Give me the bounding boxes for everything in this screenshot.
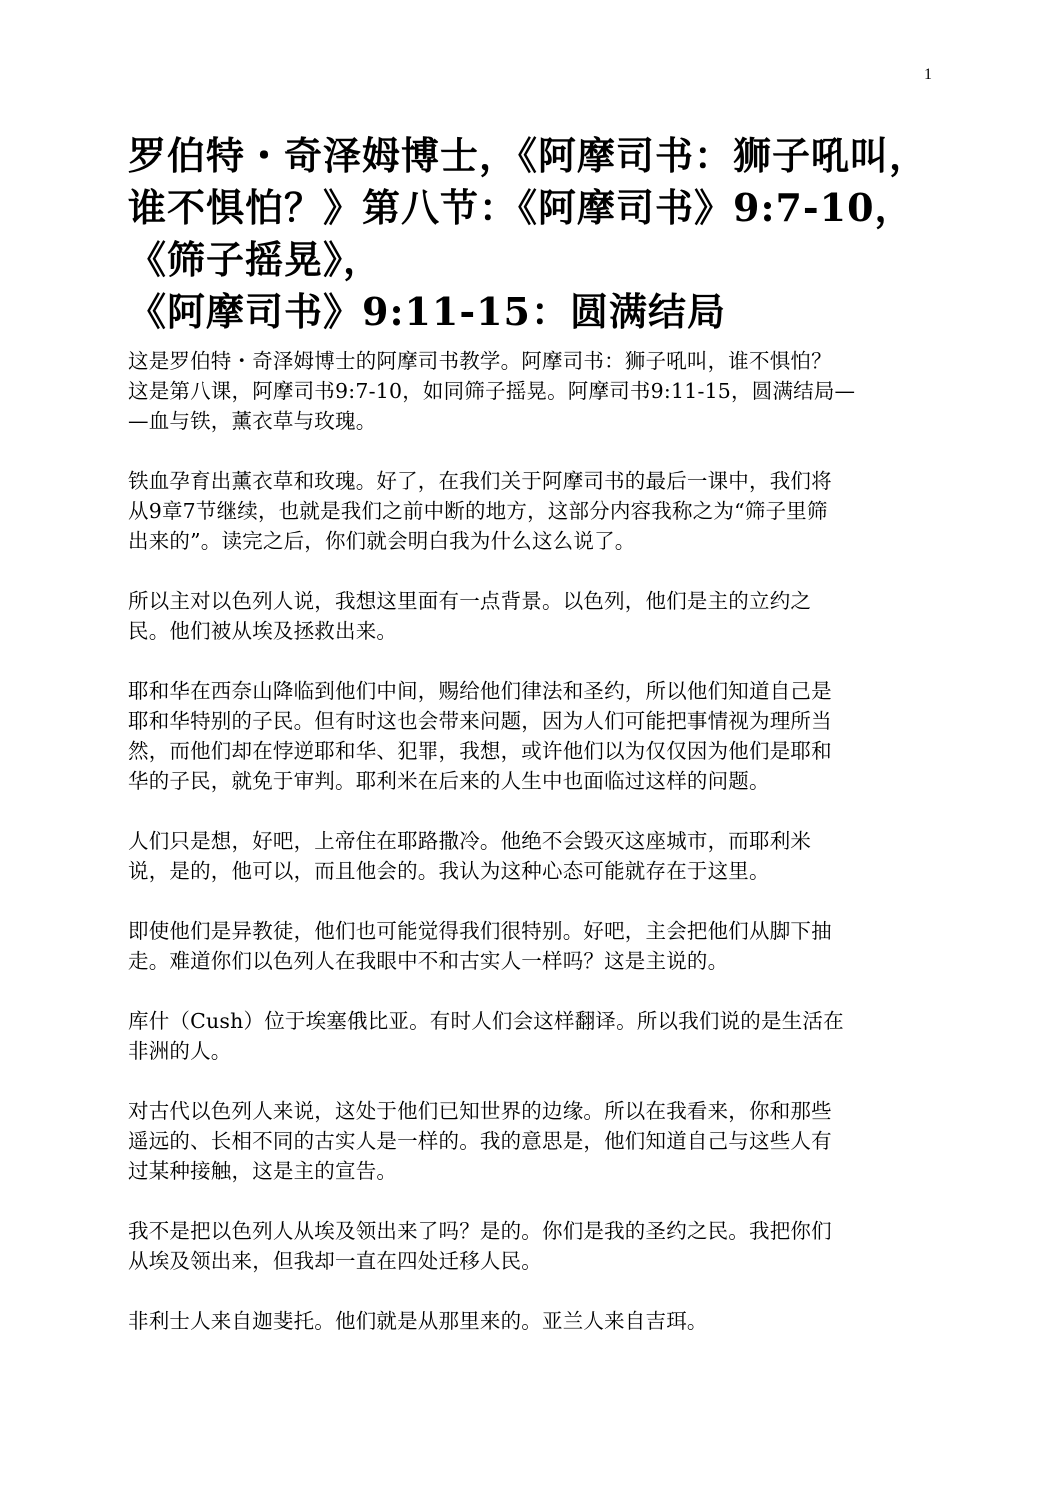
paragraph [128,586,928,646]
title-line: 罗伯特・奇泽姆博士，《阿摩司书：狮子吼叫， [128,133,929,178]
text-line: 说，是的，他可以，而且他会的。我认为这种心态可能就存在于这里。 [128,859,770,883]
paragraph [128,1096,928,1186]
text-line: 走。难道你们以色列人在我眼中不和古实人一样吗？这是主说的。 [128,949,729,973]
text-line: 民。他们被从埃及拯救出来。 [128,619,398,643]
text-line: 这是第八课，阿摩司书9:7-10，如同筛子摇晃。阿摩司书9:11-15，圆满结局— [128,379,856,403]
text-line: —血与铁，薰衣草与玫瑰。 [128,409,377,433]
paragraph [128,676,928,796]
text-line: 对古代以色列人来说，这处于他们已知世界的边缘。所以在我看来，你和那些 [128,1099,832,1123]
text-line: 出来的”。读完之后，你们就会明白我为什么这么说了。 [128,529,636,553]
title-line: 《筛子摇晃》， [128,237,383,282]
title-line: 谁不惧怕？》第八节：《阿摩司书》9:7-10， [128,185,914,230]
text-line: 从埃及领出来，但我却一直在四处迁移人民。 [128,1249,542,1273]
document-title [128,130,928,338]
page-number: 1 [924,66,932,83]
text-line: 非洲的人。 [128,1039,232,1063]
text-line: 所以主对以色列人说，我想这里面有一点背景。以色列，他们是主的立约之 [128,589,812,613]
title-line: 《阿摩司书》9:11-15：圆满结局 [128,289,727,334]
text-line: 铁血孕育出薰衣草和玫瑰。好了，在我们关于阿摩司书的最后一课中，我们将 [128,469,832,493]
paragraph [128,826,928,886]
paragraph [128,916,928,976]
paragraph [128,466,928,556]
text-line: 库什（Cush）位于埃塞俄比亚。有时人们会这样翻译。所以我们说的是生活在 [128,1009,844,1033]
text-line: 我不是把以色列人从埃及领出来了吗？是的。你们是我的圣约之民。我把你们 [128,1219,832,1243]
text-line: 即使他们是异教徒，他们也可能觉得我们很特别。好吧，主会把他们从脚下抽 [128,919,832,943]
paragraph [128,1216,928,1276]
text-line: 这是罗伯特・奇泽姆博士的阿摩司书教学。阿摩司书：狮子吼叫，谁不惧怕？ [128,349,832,373]
text-line: 耶和华特别的子民。但有时这也会带来问题，因为人们可能把事情视为理所当 [128,709,832,733]
text-line: 非利士人来自迦斐托。他们就是从那里来的。亚兰人来自吉珥。 [128,1309,708,1333]
text-line: 人们只是想，好吧，上帝住在耶路撒冷。他绝不会毁灭这座城市，而耶利米 [128,829,812,853]
text-line: 华的子民，就免于审判。耶利米在后来的人生中也面临过这样的问题。 [128,769,770,793]
text-line: 遥远的、长相不同的古实人是一样的。我的意思是，他们知道自己与这些人有 [128,1129,832,1153]
document-body [128,346,928,1366]
paragraph [128,1006,928,1066]
paragraph [128,346,928,436]
text-line: 从9章7节继续，也就是我们之前中断的地方，这部分内容我称之为“筛子里筛 [128,499,828,523]
paragraph [128,1306,928,1336]
text-line: 过某种接触，这是主的宣告。 [128,1159,398,1183]
text-line: 然，而他们却在悖逆耶和华、犯罪，我想，或许他们以为仅仅因为他们是耶和 [128,739,832,763]
text-line: 耶和华在西奈山降临到他们中间，赐给他们律法和圣约，所以他们知道自己是 [128,679,832,703]
